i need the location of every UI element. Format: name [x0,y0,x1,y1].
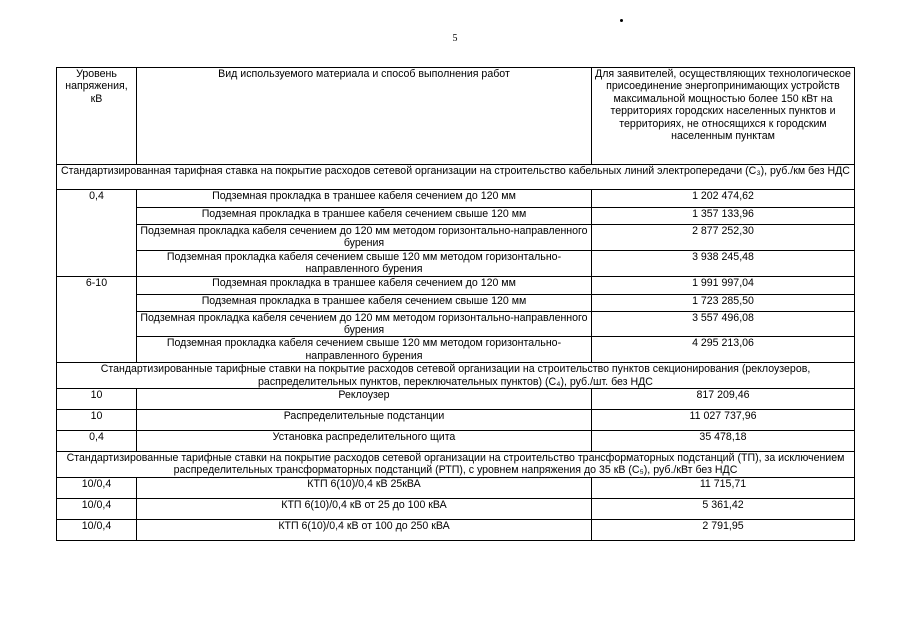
description-cell: КТП 6(10)/0,4 кВ 25кВА [137,477,592,498]
table-row [57,519,855,540]
section-title-cable-lines: Стандартизированная тарифная ставка на покрытие расходов сетевой организации на строительство кабельных линий электропередачи (С₃), руб./км без НДС [57,165,855,190]
level-cell: 10 [57,389,137,410]
description-cell: Подземная прокладка в траншее кабеля сечением до 120 мм [137,276,592,294]
description-cell: Подземная прокладка кабеля сечением свыше 120 мм методом горизонтально-направленного бурения [137,337,592,363]
tariff-table [56,67,855,541]
page-number: 5 [452,33,458,44]
section-row [57,363,855,389]
section-title-transformer-substations: Стандартизированные тарифные ставки на покрытие расходов сетевой организации на строительство трансформаторных подстанций (ТП), за исключением распределительных трансформаторных подстанций (РТП), с уровнем напряжения до 35 кВ (С₅), руб./кВт без НДС [57,452,855,478]
description-cell: Подземная прокладка кабеля сечением до 120 мм методом горизонтально-направленного бурения [137,225,592,251]
value-cell: 35 478,18 [592,431,855,452]
description-cell: Подземная прокладка в траншее кабеля сечением свыше 120 мм [137,208,592,225]
value-cell: 11 027 737,96 [592,410,855,431]
description-cell: Подземная прокладка в траншее кабеля сечением до 120 мм [137,190,592,208]
description-cell: Подземная прокладка кабеля сечением до 120 мм методом горизонтально-направленного бурения [137,311,592,337]
table-row [57,208,855,225]
level-cell: 10 [57,410,137,431]
level-cell: 0,4 [57,190,137,277]
section-title-sectioning-points: Стандартизированные тарифные ставки на покрытие расходов сетевой организации на строительство пунктов секционирования (реклоузеров, распределительных пунктов, переключательных пунктов) (С₄), руб./шт. без НДС [57,363,855,389]
value-cell: 2 877 252,30 [592,225,855,251]
section-row [57,452,855,478]
table-row [57,498,855,519]
level-cell: 10/0,4 [57,477,137,498]
description-cell: Распределительные подстанции [137,410,592,431]
value-cell: 1 991 997,04 [592,276,855,294]
header-applicants: Для заявителей, осуществляющих технологическое присоединение энергопринимающих устройств максимальной мощностью более 150 кВт на территориях городских населенных пунктов и территориях, не относящихся к городским населенным пунктам [592,68,855,165]
value-cell: 1 357 133,96 [592,208,855,225]
description-cell: Реклоузер [137,389,592,410]
table-row [57,410,855,431]
description-cell: Подземная прокладка в траншее кабеля сечением свыше 120 мм [137,294,592,311]
value-cell: 5 361,42 [592,498,855,519]
description-cell: КТП 6(10)/0,4 кВ от 25 до 100 кВА [137,498,592,519]
table-row [57,431,855,452]
value-cell: 3 938 245,48 [592,250,855,276]
description-cell: Установка распределительного щита [137,431,592,452]
level-cell: 6-10 [57,276,137,363]
table-header-row [57,68,855,165]
table-row [57,389,855,410]
table-row [57,190,855,208]
table-row [57,250,855,276]
table-row [57,477,855,498]
value-cell: 1 202 474,62 [592,190,855,208]
value-cell: 1 723 285,50 [592,294,855,311]
description-cell: Подземная прокладка кабеля сечением свыше 120 мм методом горизонтально-направленного бурения [137,250,592,276]
table-row [57,294,855,311]
scan-speck [620,19,623,22]
value-cell: 3 557 496,08 [592,311,855,337]
level-cell: 10/0,4 [57,498,137,519]
description-cell: КТП 6(10)/0,4 кВ от 100 до 250 кВА [137,519,592,540]
table-row [57,276,855,294]
table-row [57,225,855,251]
value-cell: 2 791,95 [592,519,855,540]
header-voltage-level: Уровень напряжения, кВ [57,68,137,165]
value-cell: 11 715,71 [592,477,855,498]
table-row [57,311,855,337]
value-cell: 4 295 213,06 [592,337,855,363]
header-material: Вид используемого материала и способ выполнения работ [137,68,592,165]
table-row [57,337,855,363]
level-cell: 0,4 [57,431,137,452]
level-cell: 10/0,4 [57,519,137,540]
value-cell: 817 209,46 [592,389,855,410]
section-row [57,165,855,190]
